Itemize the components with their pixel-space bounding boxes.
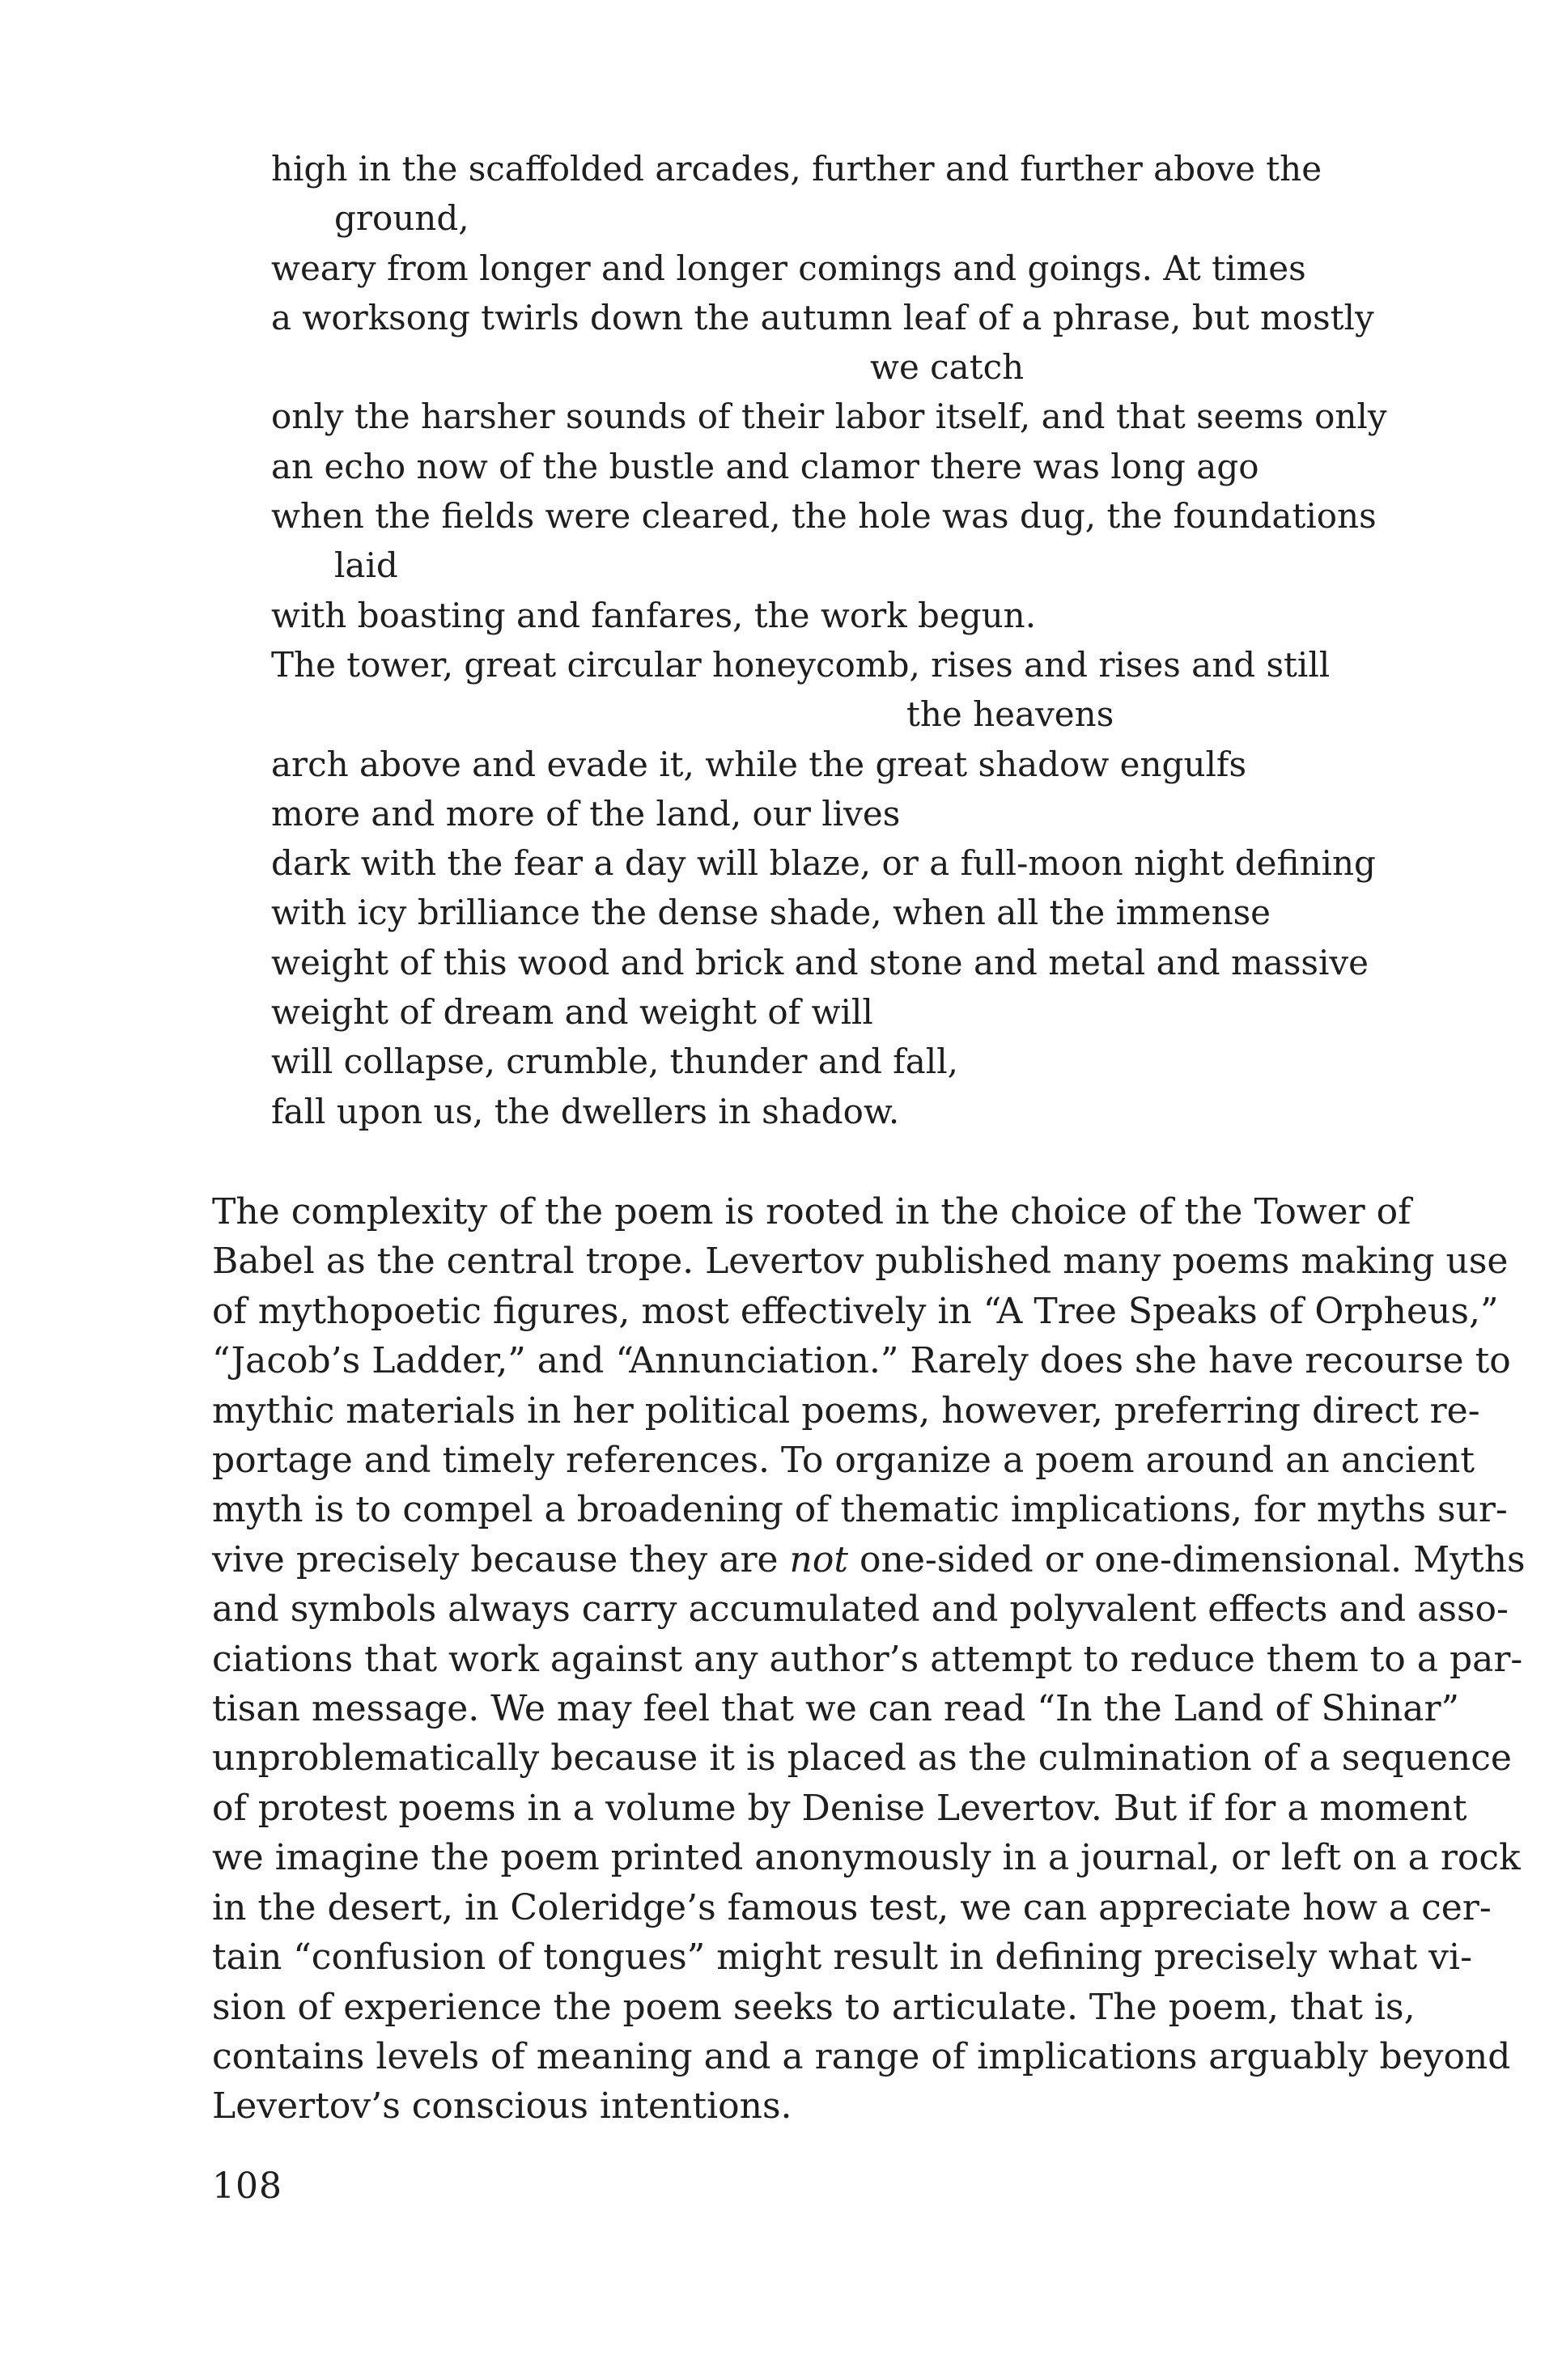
paragraph-line: [212, 1535, 1526, 1585]
poem-line: dark with the fear a day will blaze, or a full-moon night defining: [271, 843, 1376, 884]
poem-line: weight of dream and weight of will: [271, 992, 873, 1033]
paragraph-line: myth is to compel a broadening of thematic implications, for myths sur-: [212, 1489, 1508, 1531]
paragraph-line: portage and timely references. To organize a poem around an ancient: [212, 1440, 1475, 1482]
poem-line-turnover: laid: [334, 545, 398, 586]
poem-line: high in the scaffolded arcades, further and further above the: [271, 149, 1322, 189]
paragraph-text: one-sided or one-dimensional. Myths: [848, 1538, 1526, 1580]
paragraph-text: vive precisely because they are: [212, 1538, 790, 1580]
poem-line: weight of this wood and brick and stone and metal and massive: [271, 942, 1369, 982]
page-number: 108: [212, 2166, 282, 2207]
paragraph-line: The complexity of the poem is rooted in the choice of the Tower of: [212, 1191, 1411, 1232]
poem-line: more and more of the land, our lives: [271, 793, 901, 834]
poem-line: a worksong twirls down the autumn leaf of a phrase, but mostly: [271, 297, 1374, 337]
paragraph-line: sion of experience the poem seeks to articulate. The poem, that is,: [212, 1986, 1416, 2028]
poem-line-turnover: we catch: [870, 347, 1025, 388]
poem-line: will collapse, crumble, thunder and fall,: [271, 1042, 958, 1082]
paragraph-line: of mythopoetic figures, most effectively in “A Tree Speaks of Orpheus,”: [212, 1290, 1499, 1332]
paragraph-line: ciations that work against any author’s attempt to reduce them to a par-: [212, 1638, 1523, 1680]
poem-line: arch above and evade it, while the great shadow engulfs: [271, 744, 1247, 784]
paragraph-line: in the desert, in Coleridge’s famous test, we can appreciate how a cer-: [212, 1886, 1492, 1928]
paragraph-line: tain “confusion of tongues” might result in defining precisely what vi-: [212, 1937, 1472, 1979]
poem-line: with boasting and fanfares, the work begun.: [271, 595, 1037, 635]
poem-line-turnover: ground,: [334, 198, 469, 239]
paragraph-line: contains levels of meaning and a range of implications arguably beyond: [212, 2035, 1511, 2077]
paragraph-line: mythic materials in her political poems, however, preferring direct re-: [212, 1389, 1480, 1432]
commentary-paragraph: [212, 1187, 1526, 2132]
poem-line: The tower, great circular honeycomb, rises and rises and still: [271, 644, 1331, 685]
poem-line: when the fields were cleared, the hole was dug, the foundations: [271, 496, 1377, 537]
poem-line: with icy brilliance the dense shade, when all the immense: [271, 893, 1271, 933]
paragraph-line: tisan message. We may feel that we can read “In the Land of Shinar”: [212, 1688, 1459, 1730]
paragraph-line: unproblematically because it is placed as the culmination of a sequence: [212, 1737, 1512, 1780]
paragraph-line: and symbols always carry accumulated and polyvalent effects and asso-: [212, 1589, 1509, 1631]
poem-line-turnover: the heavens: [906, 694, 1114, 735]
poem-line: fall upon us, the dwellers in shadow.: [271, 1091, 900, 1131]
paragraph-line: Levertov’s conscious intentions.: [212, 2085, 792, 2128]
emphasis-not: not: [789, 1538, 849, 1580]
paragraph-line: “Jacob’s Ladder,” and “Annunciation.” Rarely does she have recourse to: [212, 1340, 1511, 1382]
poem-line: only the harsher sounds of their labor itself, and that seems only: [271, 397, 1387, 437]
poem-line: an echo now of the bustle and clamor there was long ago: [271, 446, 1259, 486]
paragraph-line: Babel as the central trope. Levertov published many poems making use: [212, 1241, 1509, 1283]
poem-excerpt: [271, 144, 1387, 1136]
poem-line: weary from longer and longer comings and goings. At times: [271, 248, 1306, 288]
paragraph-line: of protest poems in a volume by Denise Levertov. But if for a moment: [212, 1787, 1467, 1829]
paragraph-line: we imagine the poem printed anonymously in a journal, or left on a rock: [212, 1837, 1521, 1879]
